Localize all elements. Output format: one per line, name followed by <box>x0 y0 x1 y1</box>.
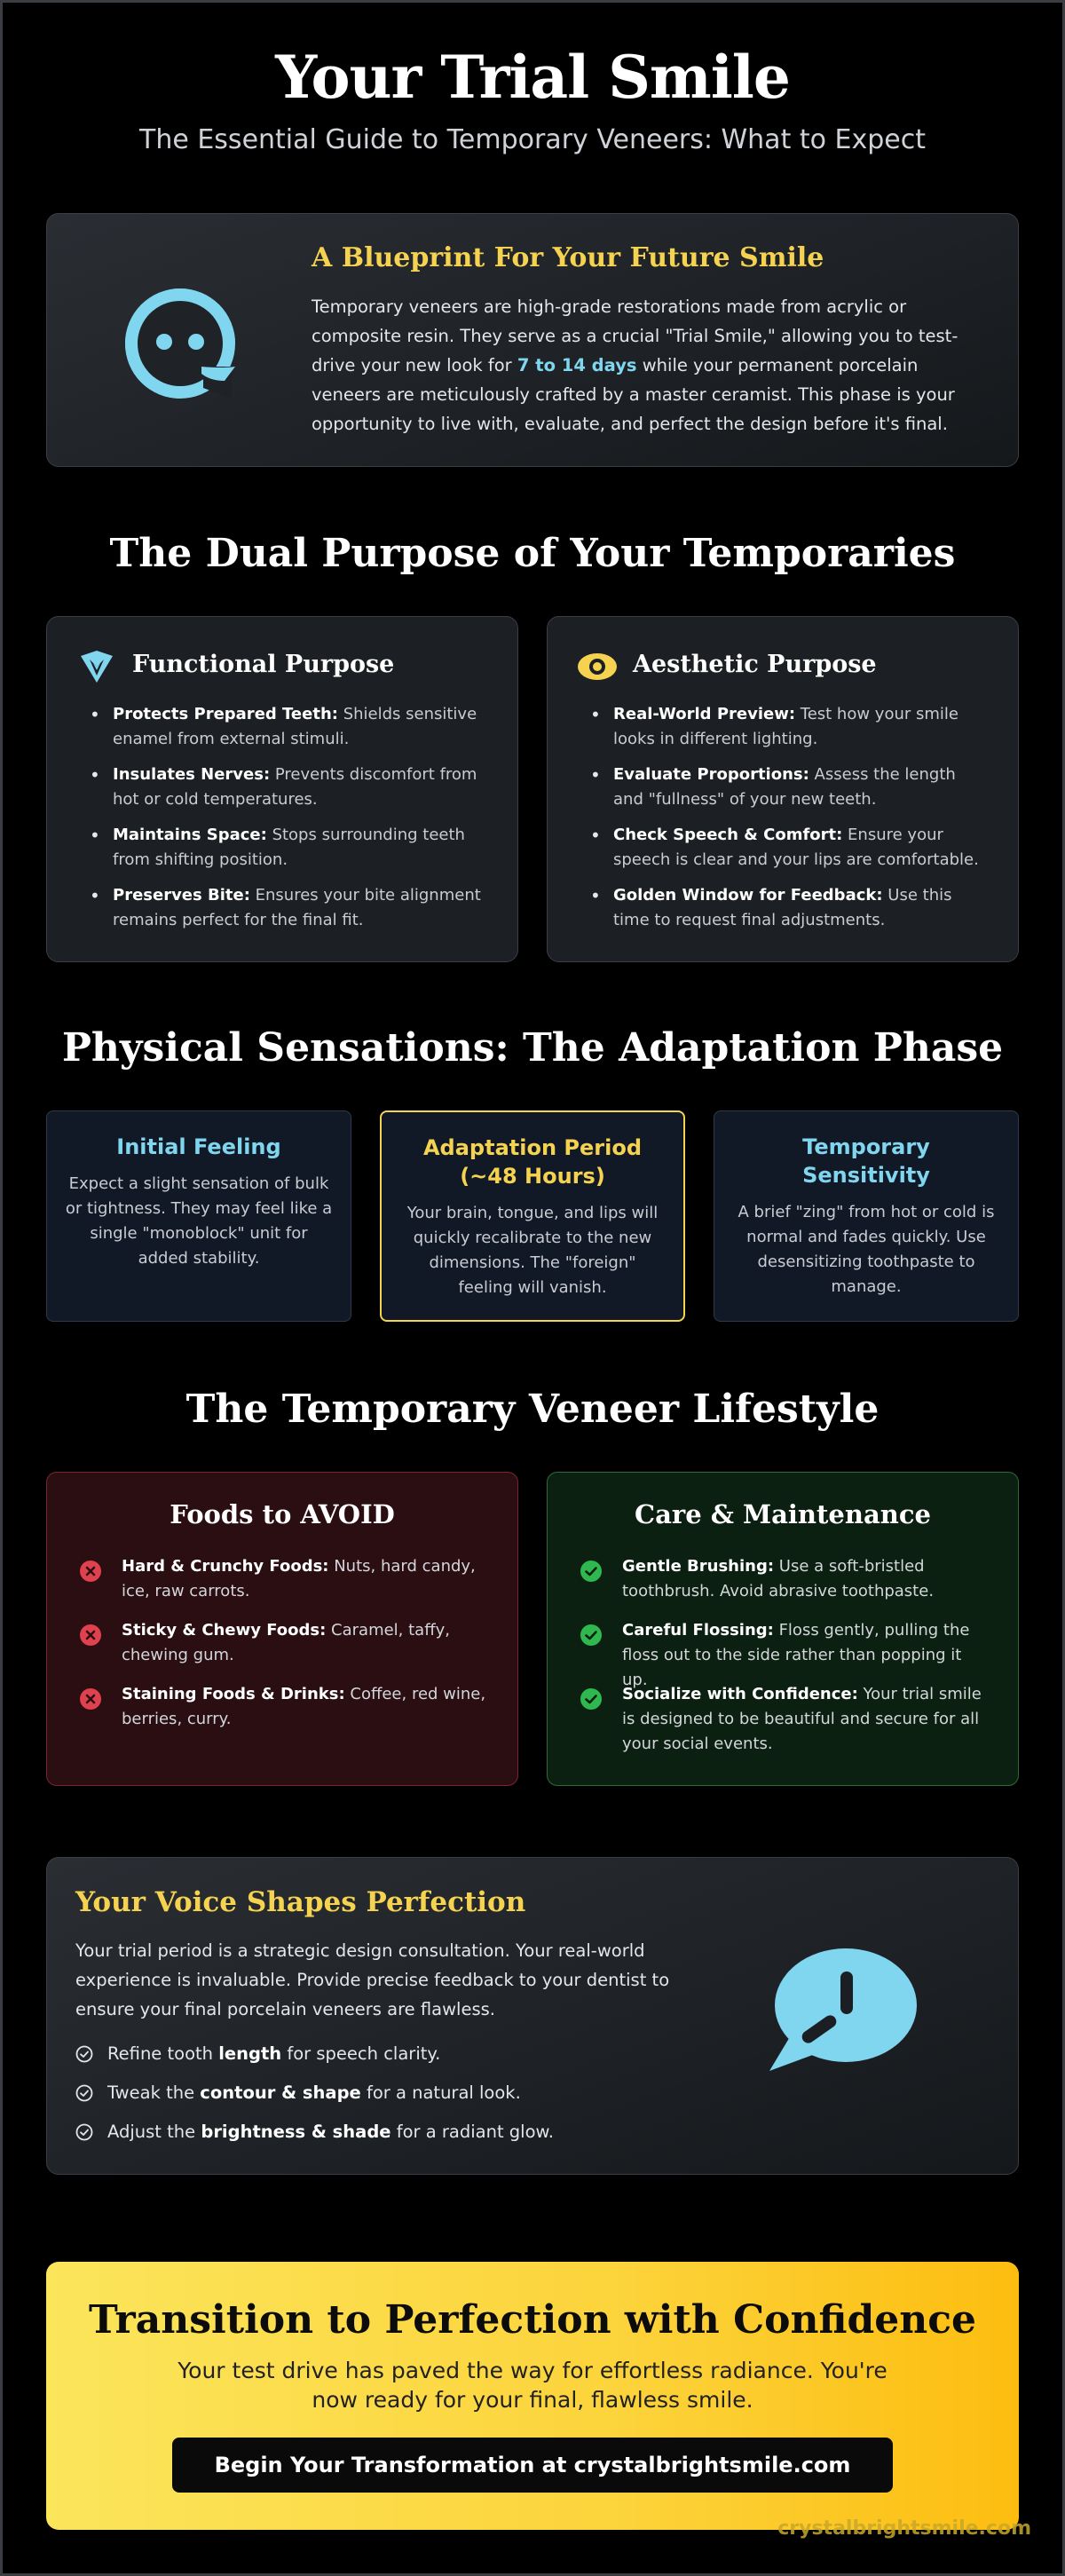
list-item: Hard & Crunchy Foods: Nuts, hard candy, ice, raw carrots. <box>79 1554 487 1604</box>
list-item: • Insulates Nerves: Prevents discomfort from hot or cold temperatures. <box>90 763 489 812</box>
sensation-title: Adaptation Period (~48 Hours) <box>422 1135 643 1189</box>
x-circle-icon <box>79 1687 102 1711</box>
care-maintenance-title: Care & Maintenance <box>635 1499 931 1529</box>
list-item: Sticky & Chewy Foods: Caramel, taffy, chewing gum. <box>79 1618 487 1668</box>
shield-tooth-icon <box>77 647 116 686</box>
x-circle-icon <box>79 1560 102 1583</box>
aesthetic-purpose-title: Aesthetic Purpose <box>633 651 877 678</box>
sensation-body: Expect a slight sensation of bulk or tightness. They may feel like a single "monoblock" unit for added stability. <box>65 1174 333 1268</box>
foods-to-avoid-title: Foods to AVOID <box>170 1499 395 1529</box>
foods-to-avoid-card <box>46 1472 518 1786</box>
sensation-title: Initial Feeling <box>116 1134 281 1159</box>
aesthetic-purpose-card <box>547 616 1019 962</box>
eye-icon <box>578 647 617 686</box>
cta-banner <box>46 2262 1019 2530</box>
voice-body: Your trial period is a strategic design consultation. Your real-world experience is invaluable. Provide precise feedback to your dentist to ensure your final porcelain veneers are flawless. <box>75 1940 670 2019</box>
check-circle-outline-icon <box>75 2045 93 2063</box>
intro-body: Temporary veneers are high-grade restorations made from acrylic or composite resin. They serve as a crucial "Trial Smile," allowing you to test-drive your new look for 7 to 14 days while your permanent porcelain veneers are meticulously crafted by a master ceramist. This phase is your opportunity to live with, evaluate, and perfect the design before it's final. <box>312 296 958 434</box>
sensation-body: A brief "zing" from hot or cold is normal and fades quickly. Use desensitizing toothpaste to manage. <box>738 1203 995 1296</box>
check-circle-outline-icon <box>75 2123 93 2141</box>
functional-purpose-list <box>90 702 489 944</box>
checklist-item: Adjust the brightness & shade for a radiant glow. <box>75 2119 697 2145</box>
list-item: • Protects Prepared Teeth: Shields sensitive enamel from external stimuli. <box>90 702 489 752</box>
page-title: Your Trial Smile <box>275 43 790 112</box>
intro-title: A Blueprint For Your Future Smile <box>312 242 824 273</box>
sensations-section-title: Physical Sensations: The Adaptation Phase <box>61 1025 1004 1071</box>
page-subtitle: The Essential Guide to Temporary Veneers: What to Expect <box>139 124 926 155</box>
sensation-title: Temporary Sensitivity <box>802 1134 930 1188</box>
check-circle-icon <box>580 1624 603 1647</box>
checklist-item: Refine tooth length for speech clarity. <box>75 2041 697 2067</box>
care-maintenance-card <box>547 1472 1019 1786</box>
check-circle-icon <box>580 1687 603 1711</box>
sensation-body: Your brain, tongue, and lips will quickly recalibrate to the new dimensions. The "foreign" feeling will vanish. <box>406 1204 659 1297</box>
functional-purpose-title: Functional Purpose <box>132 651 395 678</box>
list-item: Gentle Brushing: Use a soft-bristled toothbrush. Avoid abrasive toothpaste. <box>580 1554 988 1604</box>
functional-purpose-card <box>46 616 518 962</box>
list-item: • Check Speech & Comfort: Ensure your speech is clear and your lips are comfortable. <box>590 823 990 873</box>
voice-title: Your Voice Shapes Perfection <box>75 1886 526 1918</box>
checklist-item: Tweak the contour & shape for a natural look. <box>75 2080 697 2106</box>
x-circle-icon <box>79 1624 102 1647</box>
lifestyle-section-title: The Temporary Veneer Lifestyle <box>185 1387 880 1432</box>
site-watermark: crystalbrightsmile.com <box>777 2517 1031 2540</box>
voice-card <box>46 1857 1019 2175</box>
temporary-sensitivity-card <box>714 1110 1019 1322</box>
list-item: Socialize with Confidence: Your trial smile is designed to be beautiful and secure for all your social events. <box>580 1682 988 1757</box>
list-item: • Golden Window for Feedback: Use this time to request final adjustments. <box>590 883 990 933</box>
intro-card <box>46 213 1019 467</box>
list-item: • Evaluate Proportions: Assess the length and "fullness" of your new teeth. <box>590 763 990 812</box>
trial-duration-highlight: 7 to 14 days <box>517 355 637 375</box>
list-item: • Preserves Bite: Ensures your bite alignment remains perfect for the final fit. <box>90 883 489 933</box>
list-item: Staining Foods & Drinks: Coffee, red wine, berries, curry. <box>79 1682 487 1732</box>
purpose-section-title: The Dual Purpose of Your Temporaries <box>109 531 956 576</box>
smile-chat-icon <box>118 281 242 406</box>
list-item: • Real-World Preview: Test how your smile looks in different lighting. <box>590 702 990 752</box>
initial-feeling-card <box>46 1110 351 1322</box>
begin-transformation-button[interactable]: Begin Your Transformation at crystalbrightsmile.com <box>172 2438 893 2493</box>
cta-body: Your test drive has paved the way for effortless radiance. You're now ready for your final, flawless smile. <box>178 2358 888 2413</box>
aesthetic-purpose-list <box>590 702 990 944</box>
adaptation-period-card <box>380 1110 685 1322</box>
check-circle-icon <box>580 1560 603 1583</box>
feedback-chat-icon <box>761 1947 920 2080</box>
check-circle-outline-icon <box>75 2084 93 2102</box>
list-item: Careful Flossing: Floss gently, pulling the floss out to the side rather than popping it up. <box>580 1618 988 1693</box>
cta-title: Transition to Perfection with Confidence <box>89 2297 976 2343</box>
list-item: • Maintains Space: Stops surrounding teeth from shifting position. <box>90 823 489 873</box>
